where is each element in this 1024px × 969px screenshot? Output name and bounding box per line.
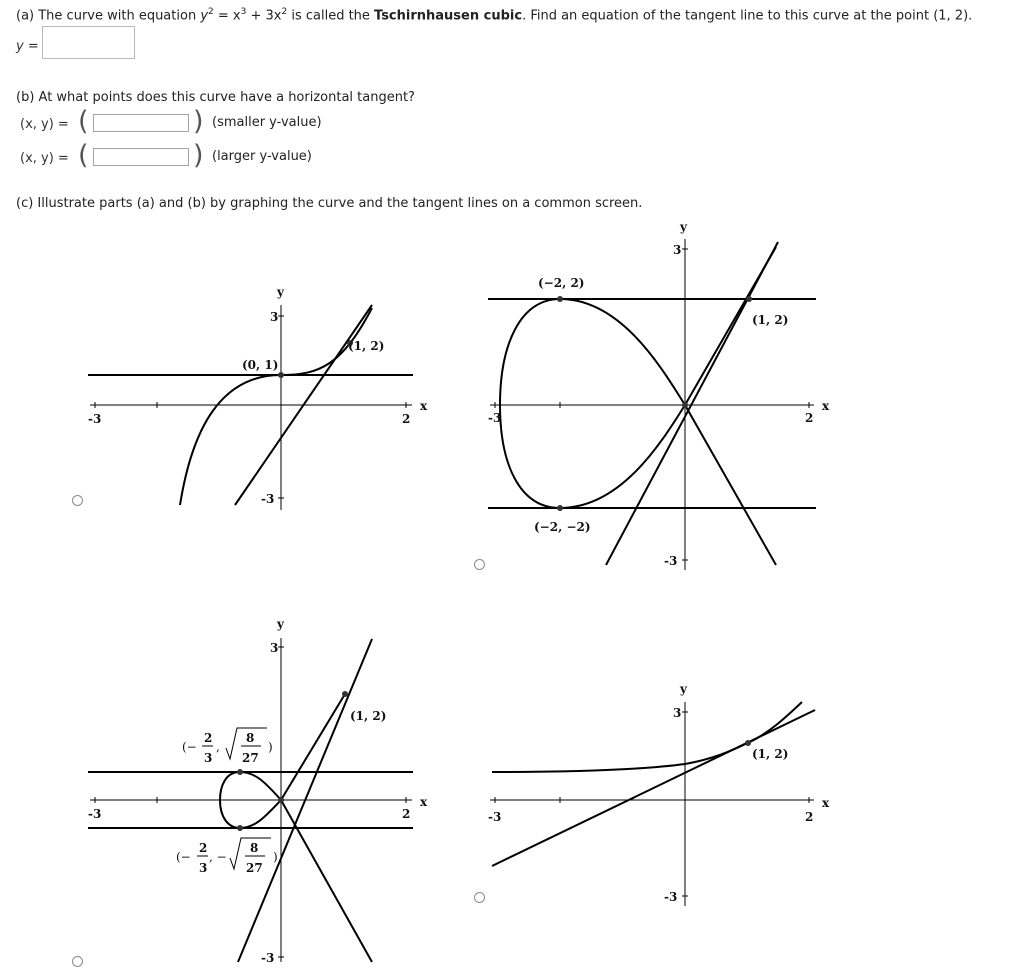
y-axis-label: y [680, 220, 687, 234]
y-tick-top-label: 3 [270, 310, 279, 324]
svg-text:27: 27 [246, 861, 263, 875]
upper-point-label [182, 728, 273, 765]
horizontal-tangent-larger-input[interactable] [93, 148, 189, 166]
xy-label-1: (x, y) = [20, 117, 69, 132]
x-tick-right-label: 2 [805, 411, 814, 425]
y-tick-top-label: 3 [673, 706, 682, 720]
part-b-question: (b) At what points does this curve have a horizontal tangent? [16, 90, 415, 105]
paren-close-1: ) [193, 106, 204, 137]
x-tick-right-label: 2 [805, 810, 814, 824]
curve [492, 702, 802, 772]
svg-text:,: , [216, 740, 220, 754]
y-tick-top-label: 3 [270, 641, 279, 655]
graph-option-3 [80, 612, 440, 969]
xy-label-2: (x, y) = [20, 151, 69, 166]
curve-name: Tschirnhausen cubic [374, 8, 523, 24]
svg-text:): ) [268, 740, 273, 754]
horizontal-tangent-smaller-input[interactable] [93, 114, 189, 132]
lower-point-label [176, 838, 278, 875]
graph-option-1 [80, 280, 440, 515]
svg-text:(−: (− [182, 740, 197, 754]
x-tick-left-label: -3 [488, 810, 502, 824]
x-axis-label: x [822, 399, 830, 413]
svg-text:(−: (− [176, 850, 191, 864]
point-label-neg2-neg2: (−2, −2) [534, 520, 591, 534]
point-1-2 [745, 740, 751, 746]
svg-text:8: 8 [246, 731, 255, 745]
x-axis-label: x [420, 399, 428, 413]
y-tick-bottom-label: -3 [261, 951, 275, 965]
point-0-1 [278, 372, 284, 378]
point-neg2-2 [557, 296, 563, 302]
tangent-line-at-1-2 [492, 710, 815, 866]
paren-close-2: ) [193, 140, 204, 171]
tangent-line-rising [606, 242, 778, 565]
y-axis-label: y [680, 682, 687, 696]
point-label-1-2: (1, 2) [348, 339, 385, 353]
svg-text:2: 2 [204, 731, 213, 745]
part-c-question: (c) Illustrate parts (a) and (b) by graphing the curve and the tangent lines on a common screen. [16, 196, 643, 211]
svg-text:3: 3 [199, 861, 208, 875]
svg-text:2: 2 [199, 841, 208, 855]
graph-option-4 [480, 676, 840, 911]
graph-option-2 [480, 215, 840, 575]
y-tick-top-label: 3 [673, 243, 682, 257]
y-tick-bottom-label: -3 [664, 890, 678, 904]
point-label-neg2-2: (−2, 2) [538, 276, 585, 290]
x-axis-label: x [822, 796, 830, 810]
point-1-2 [342, 691, 348, 697]
point-label-0-1: (0, 1) [242, 358, 279, 372]
tangent-line-answer-input[interactable] [42, 26, 135, 59]
smaller-y-note: (smaller y-value) [212, 115, 322, 130]
y-tick-bottom-label: -3 [664, 554, 678, 568]
y-axis-label: y [277, 285, 284, 299]
y-axis-label: y [277, 617, 284, 631]
curve-lower-branch [281, 800, 372, 962]
point-label-1-2: (1, 2) [752, 313, 789, 327]
origin-point [682, 402, 688, 408]
curve-lower-branch [685, 405, 776, 565]
svg-text:27: 27 [242, 751, 259, 765]
curve-upper-branch [281, 694, 345, 800]
svg-text:, −: , − [209, 850, 227, 864]
origin-point [278, 797, 284, 803]
svg-text:): ) [273, 850, 278, 864]
curve [180, 308, 372, 505]
curve-loop [500, 299, 685, 508]
point-label-1-2: (1, 2) [350, 709, 387, 723]
point-lower-horizontal [237, 825, 243, 831]
x-tick-left-label: -3 [88, 807, 102, 821]
paren-open-1: ( [78, 106, 89, 137]
larger-y-note: (larger y-value) [212, 149, 312, 164]
paren-open-2: ( [78, 140, 89, 171]
answer-a-label: y = [16, 39, 39, 54]
point-1-2 [746, 296, 752, 302]
svg-text:8: 8 [250, 841, 259, 855]
x-tick-right-label: 2 [402, 807, 411, 821]
x-tick-left-label: -3 [88, 412, 102, 426]
part-a-question: (a) The curve with equation $y^2 = x^3 + 3x^2$ is called the Tschirnhausen cubic. Find an equation of the tangent line to this curve at the point (1, 2). [16, 7, 973, 24]
x-tick-right-label: 2 [402, 412, 411, 426]
point-upper-horizontal [237, 769, 243, 775]
point-label-1-2: (1, 2) [752, 747, 789, 761]
svg-text:3: 3 [204, 751, 213, 765]
x-axis-label: x [420, 795, 428, 809]
point-neg2-neg2 [557, 505, 563, 511]
x-tick-left-label: -3 [488, 411, 502, 425]
y-tick-bottom-label: -3 [261, 492, 275, 506]
